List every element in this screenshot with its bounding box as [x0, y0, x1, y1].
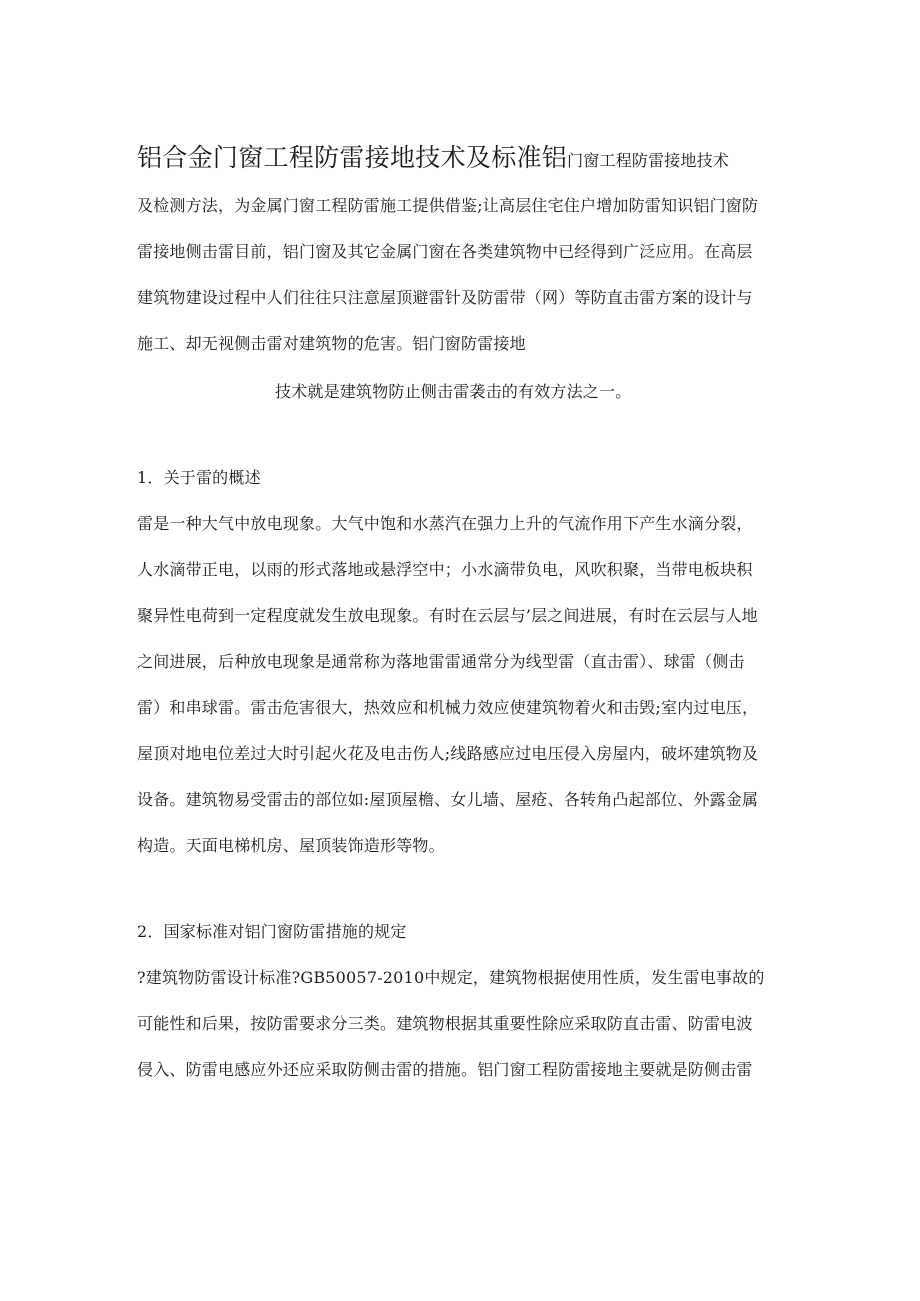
document-title: [137, 143, 729, 176]
section-1-line: 设备。建筑物易受雷击的部位如:屋顶屋檐、女儿墙、屋疮、各转角凸起部位、外露金属: [137, 790, 759, 809]
section-2-line: ?建筑物防雷设计标准?GB50057-2010中规定，建筑物根据使用性质，发生雷电事故的: [137, 968, 765, 987]
section-1-line: 聚异性电荷到一定程度就发生放电现象。有时在云层与’层之间进展，有时在云层与人地: [137, 606, 758, 625]
section-2-heading: 2．国家标准对铝门窗防雷措施的规定: [137, 922, 407, 941]
section-1-line: 构造。天面电梯机房、屋顶装饰造形等物。: [137, 836, 445, 855]
title-heading-tail: 门窗工程防雷接地技术: [567, 151, 730, 170]
section-2-line: 可能性和后果，按防雷要求分三类。建筑物根据其重要性除应采取防直击雷、防雷电波: [137, 1014, 753, 1033]
intro-line: 施工、却无视侧击雷对建筑物的危害。铝门窗防雷接地: [137, 334, 526, 353]
section-1-line: 屋顶对地电位差过大时引起火花及电击伤人;线路感应过电压侵入房屋内，破坏建筑物及: [137, 744, 759, 763]
section-1-line: 之间进展，后种放电现象是通常称为落地雷雷通常分为线型雷（直击雷）、球雷（侧击: [137, 652, 745, 671]
section-1-line: 人水滴带正电，以雨的形式落地或悬浮空中；小水滴带负电，风吹积聚，当带电板块积: [137, 560, 753, 579]
section-2-line: 侵入、防雷电感应外还应采取防侧击雷的措施。铝门窗工程防雷接地主要就是防侧击雷: [137, 1060, 753, 1079]
section-1-line: 雷是一种大气中放电现象。大气中饱和水蒸汽在强力上升的气流作用下产生水滴分裂，: [137, 514, 753, 533]
intro-line: 建筑物建设过程中人们往往只注意屋顶避雷针及防雷带（网）等防直击雷方案的设计与: [137, 288, 753, 307]
section-1-heading: 1．关于雷的概述: [137, 468, 261, 487]
section-1-line: 雷）和串球雷。雷击危害很大，热效应和机械力效应使建筑物着火和击毁;室内过电压，: [137, 698, 759, 717]
intro-line: 雷接地侧击雷目前，铝门窗及其它金属门窗在各类建筑物中已经得到广泛应用。在高层: [137, 242, 753, 261]
intro-centered-line: 技术就是建筑物防止侧击雷袭击的有效方法之一。: [275, 382, 632, 401]
intro-line: 及检测方法，为金属门窗工程防雷施工提供借鉴;让高层住宅住户增加防雷知识铝门窗防: [137, 196, 759, 215]
title-heading: 铝合金门窗工程防雷接地技术及标准铝: [137, 143, 568, 172]
